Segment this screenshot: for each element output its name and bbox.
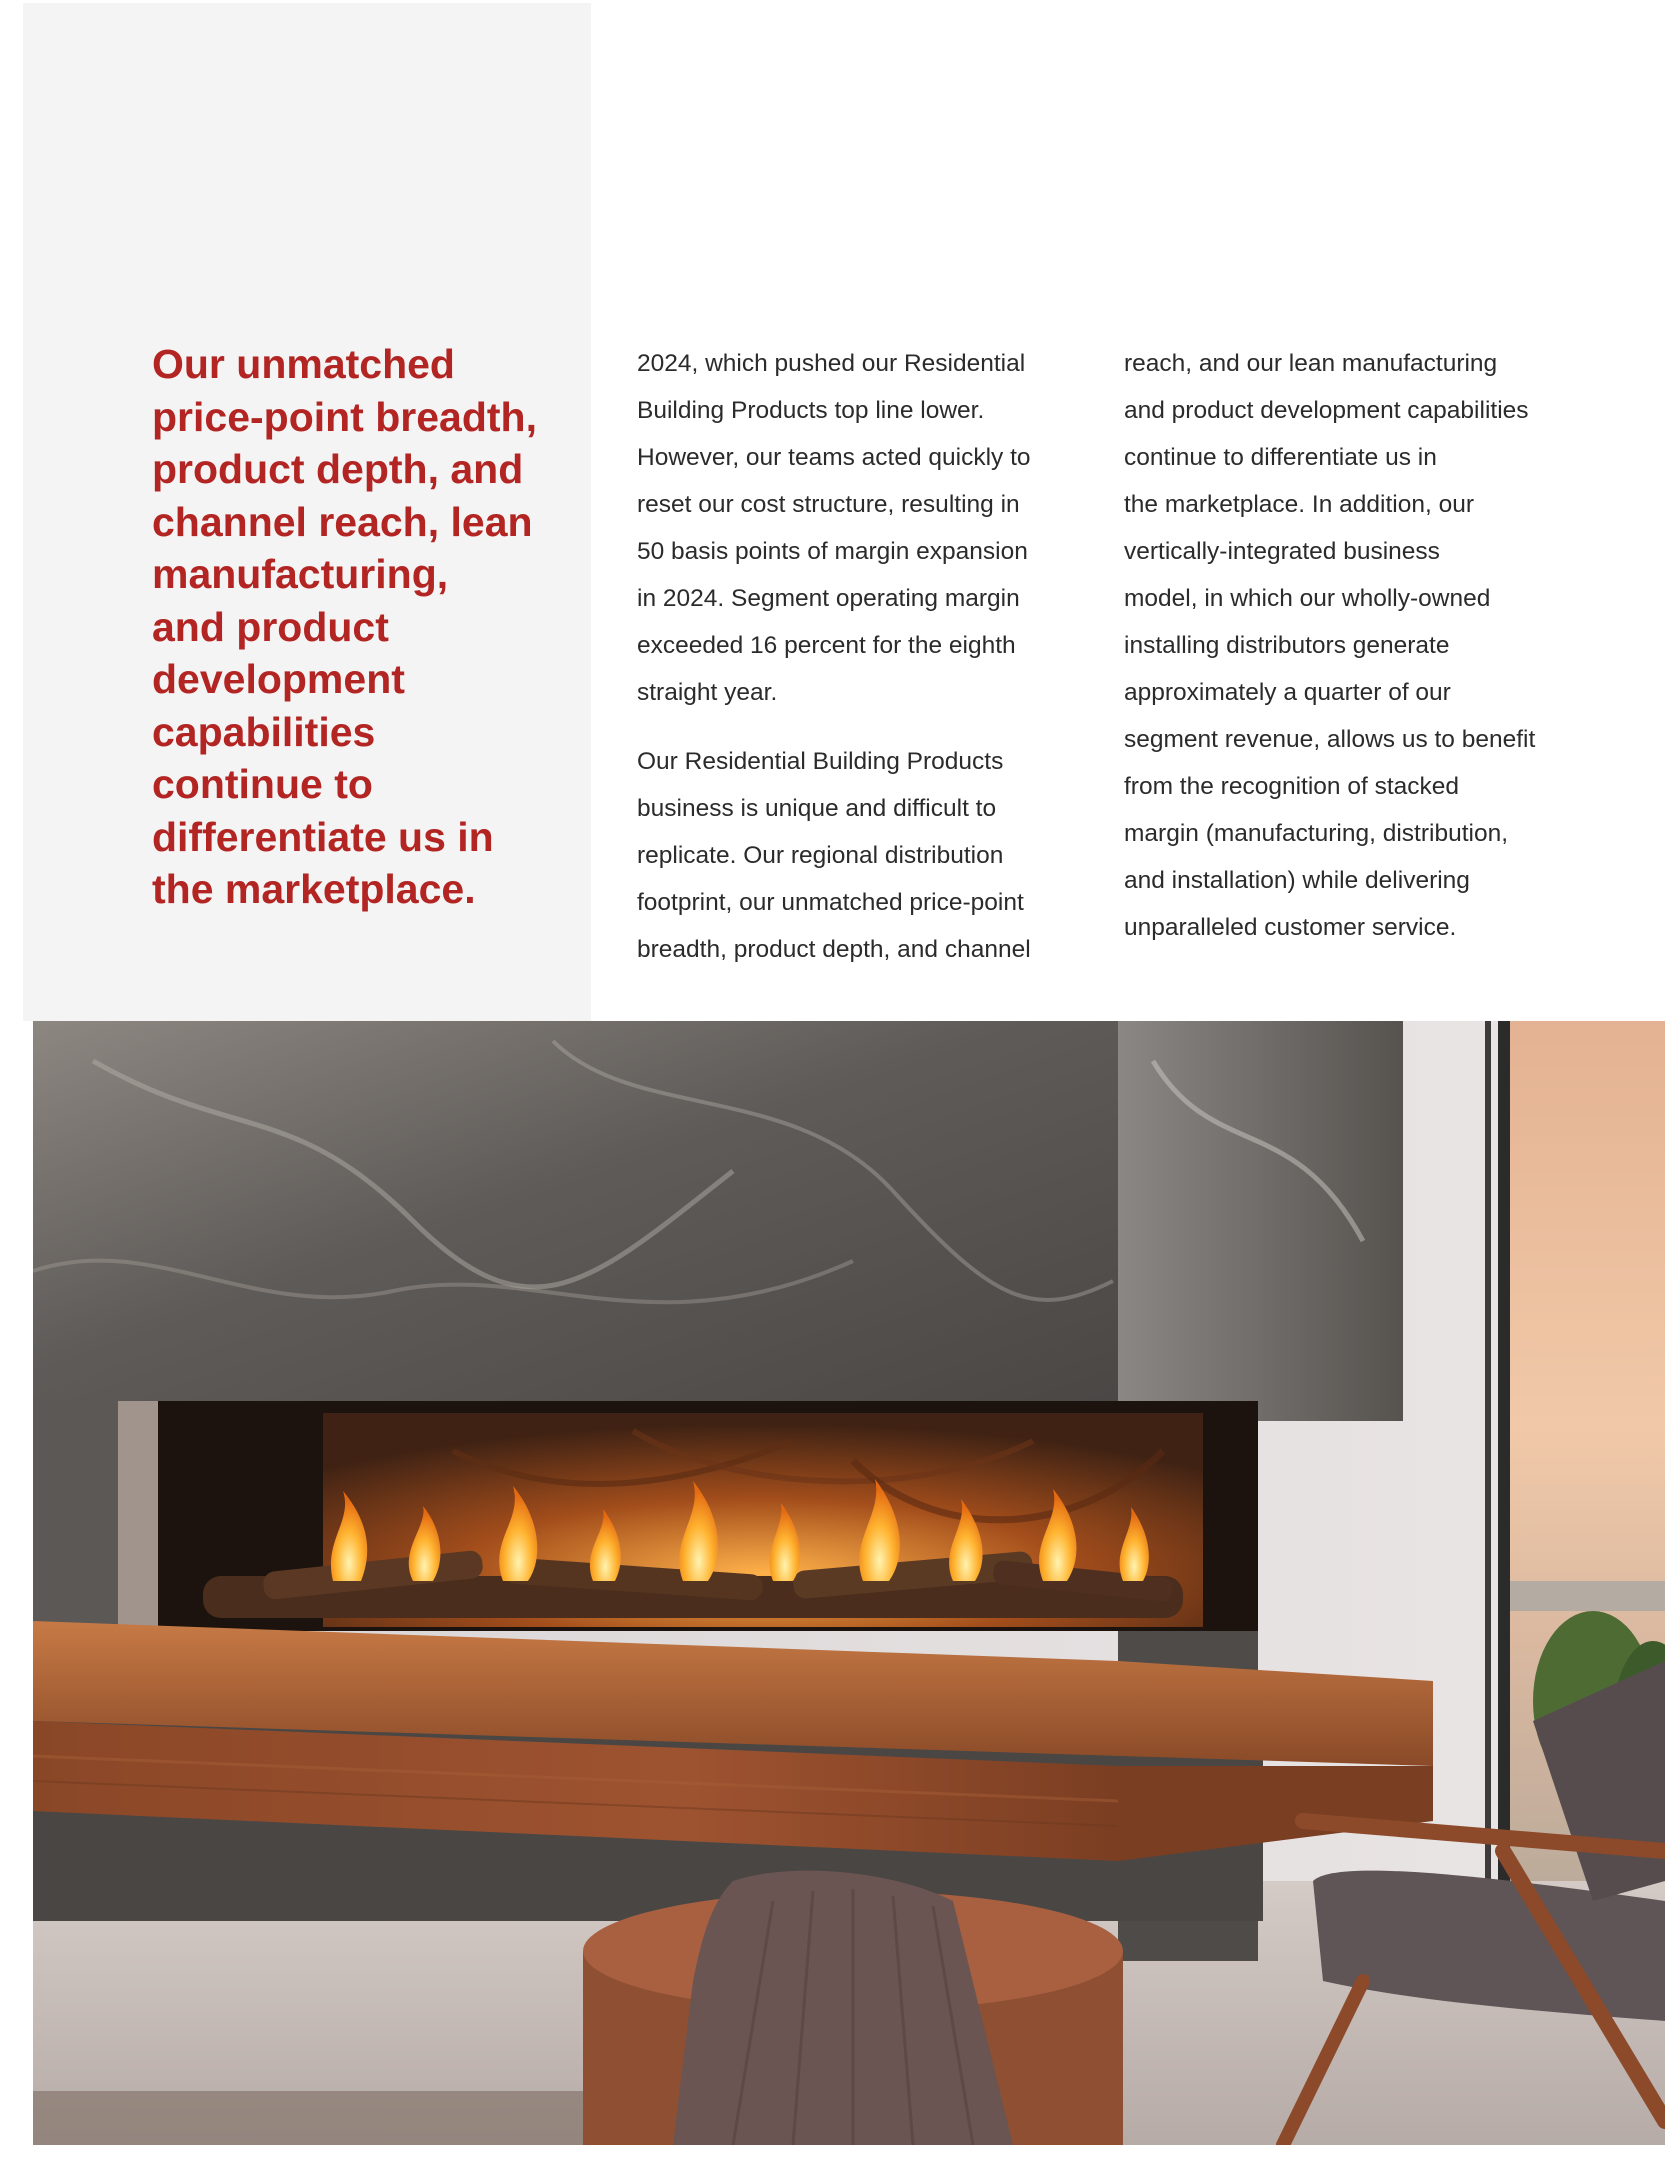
ottoman (583, 1871, 1123, 2145)
text-line: and installation) while delivering (1124, 867, 1470, 894)
rug (33, 2091, 593, 2145)
text-line: Building Products top line lower. (637, 397, 985, 424)
text-line: unparalleled customer service. (1124, 914, 1457, 941)
stone-wall (33, 1021, 1118, 1401)
text-line: vertically-integrated business (1124, 538, 1440, 565)
pull-quote-line: the marketplace. (152, 866, 476, 912)
text-line: and product development capabilities (1124, 397, 1529, 424)
pull-quote-line: manufacturing, (152, 551, 449, 597)
text-line: Our Residential Building Products (637, 748, 1004, 775)
pull-quote-line: channel reach, lean (152, 498, 533, 545)
text-line: installing distributors generate (1124, 632, 1450, 659)
text-line: model, in which our wholly-owned (1124, 585, 1491, 612)
pull-quote (152, 338, 562, 916)
body-paragraph (1124, 340, 1594, 951)
text-line: reach, and our lean manufacturing (1124, 350, 1498, 377)
text-line: replicate. Our regional distribution (637, 842, 1004, 869)
pull-quote-line: price-point breadth, (152, 393, 537, 440)
pull-quote-line: capabilities (152, 708, 376, 755)
pull-quote-line: and product (152, 603, 389, 650)
text-line: in 2024. Segment operating margin (637, 585, 1020, 612)
fireplace-illustration (33, 1021, 1665, 2145)
stone-side (1118, 1021, 1403, 1421)
body-column-left (637, 340, 1077, 973)
body-paragraph (637, 340, 1077, 716)
text-line: segment revenue, allows us to benefit (1124, 726, 1536, 753)
text-line: straight year. (637, 679, 778, 706)
pull-quote-line: Our unmatched (152, 341, 455, 387)
body-paragraph (637, 738, 1077, 973)
text-line: breadth, product depth, and channel (637, 936, 1031, 963)
text-line: 2024, which pushed our Residential (637, 350, 1026, 377)
water (1503, 1581, 1665, 1611)
pull-quote-line: differentiate us in (152, 813, 494, 860)
text-line: from the recognition of stacked (1124, 773, 1460, 800)
window-frame (1485, 1021, 1491, 1921)
pull-quote-line: continue to (152, 761, 373, 807)
body-column-right (1124, 340, 1594, 951)
text-line: business is unique and difficult to (637, 795, 997, 822)
pull-quote-line: product depth, and (152, 446, 524, 492)
text-line: continue to differentiate us in (1124, 444, 1437, 471)
text-line: exceeded 16 percent for the eighth (637, 632, 1016, 659)
window-frame (1498, 1021, 1510, 1921)
pull-quote-line: development (152, 656, 405, 702)
text-line: the marketplace. In addition, our (1124, 491, 1475, 518)
text-line: approximately a quarter of our (1124, 679, 1451, 706)
firebox-side (118, 1401, 158, 1631)
fireplace-photo (33, 1021, 1665, 2145)
text-line: 50 basis points of margin expansion (637, 538, 1028, 565)
text-line: footprint, our unmatched price-point (637, 889, 1024, 916)
text-line: reset our cost structure, resulting in (637, 491, 1020, 518)
text-line: margin (manufacturing, distribution, (1124, 820, 1509, 847)
text-line: However, our teams acted quickly to (637, 444, 1031, 471)
